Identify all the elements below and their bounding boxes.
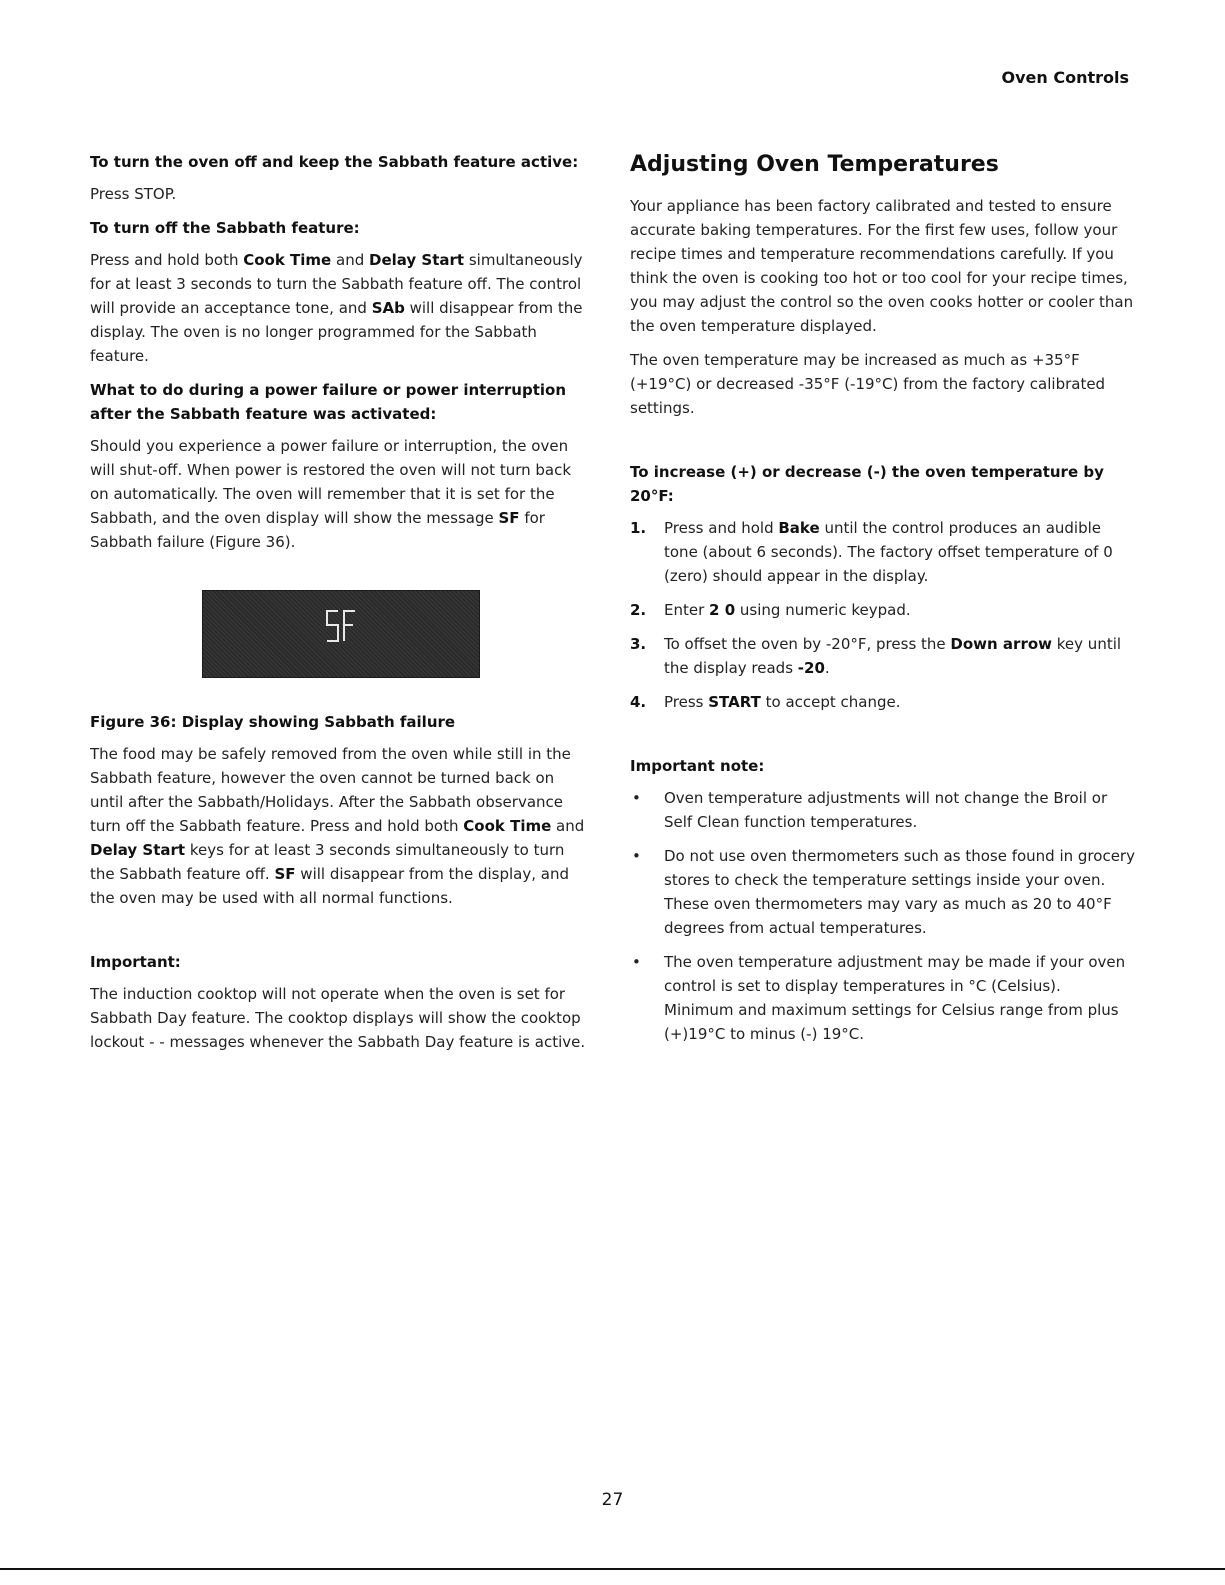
notes-list (630, 786, 1135, 1046)
paragraph-calibration: Your appliance has been factory calibrated and tested to ensure accurate baking temperatures. For the first few uses, follow your recipe times and temperature recommendations carefully. If you think the oven is cooking too hot or too cool for your recipe times, you may adjust the control so the oven cooks hotter or cooler than the oven temperature displayed. (630, 197, 1134, 335)
heading-adjust-20f: To increase (+) or decrease (-) the oven temperature by 20°F: (630, 463, 1104, 505)
sf-display-glyphs (325, 603, 357, 655)
heading-power-failure: What to do during a power failure or power interruption after the Sabbath feature was activated: (90, 381, 567, 423)
note-item: • The oven temperature adjustment may be made if your oven control is set to display temperatures in °C (Celsius). Minimum and maximum settings for Celsius range from plus (+)19°C to minus (-) 19°C. (632, 953, 1126, 1043)
paragraph-turn-off-sabbath: Press and hold both Cook Time and Delay Start simultaneously for at least 3 seconds to turn the Sabbath feature off. The control will provide an acceptance tone, and SAb will disappear from the display. The oven is no longer programmed for the Sabbath feature. (90, 251, 583, 365)
paragraph-press-stop: Press STOP. (90, 185, 177, 203)
paragraph-induction-cooktop: The induction cooktop will not operate when the oven is set for Sabbath Day feature. The cooktop displays will show the cooktop lockout - - messages whenever the Sabbath Day feature is active. (90, 985, 586, 1051)
step-item: 4. Press START to accept change. (630, 693, 901, 711)
step-item: 3. To offset the oven by -20°F, press the Down arrow key until the display reads -20. (630, 635, 1122, 677)
page-number: 27 (601, 1490, 624, 1510)
left-column (90, 150, 590, 1064)
paragraph-temperature-range: The oven temperature may be increased as much as +35°F (+19°C) or decreased -35°F (-19°C) from the factory calibrated settings. (630, 351, 1106, 417)
heading-oven-off-sabbath-active: To turn the oven off and keep the Sabbath feature active: (90, 153, 579, 171)
bottom-rule (0, 1568, 1225, 1570)
note-item: • Oven temperature adjustments will not change the Broil or Self Clean function temperatures. (632, 789, 1108, 831)
section-title: Adjusting Oven Temperatures (630, 152, 999, 177)
paragraph-food-removal: The food may be safely removed from the oven while still in the Sabbath feature, however the oven cannot be turned back on until after the Sabbath/Holidays. After the Sabbath observance turn off the Sabbath feature. Press and hold both Cook Time and Delay Start keys for at least 3 seconds simultaneously to turn the Sabbath feature off. SF will disappear from the display, and the oven may be used with all normal functions. (90, 745, 585, 907)
steps-list (630, 516, 1135, 714)
right-column (630, 150, 1135, 1056)
section-header: Oven Controls (1001, 68, 1129, 87)
paragraph-power-failure: Should you experience a power failure or interruption, the oven will shut-off. When power is restored the oven will not turn back on automatically. The oven will remember that it is set for the Sabbath, and the oven display will show the message SF for Sabbath failure (Figure 36). (90, 437, 572, 551)
figure-36 (90, 590, 590, 728)
heading-important-note: Important note: (630, 757, 765, 775)
heading-turn-off-sabbath: To turn off the Sabbath feature: (90, 219, 360, 237)
note-item: • Do not use oven thermometers such as those found in grocery stores to check the temperature settings inside your oven. These oven thermometers may vary as much as 20 to 40°F degrees from actual temperatures. (632, 847, 1135, 937)
step-item: 2. Enter 2 0 using numeric keypad. (630, 601, 911, 619)
figure-caption: Figure 36: Display showing Sabbath failure (90, 713, 456, 731)
heading-important: Important: (90, 953, 181, 971)
oven-display-image (202, 590, 480, 678)
step-item: 1. Press and hold Bake until the control produces an audible tone (about 6 seconds). The factory offset temperature of 0 (zero) should appear in the display. (630, 519, 1113, 585)
